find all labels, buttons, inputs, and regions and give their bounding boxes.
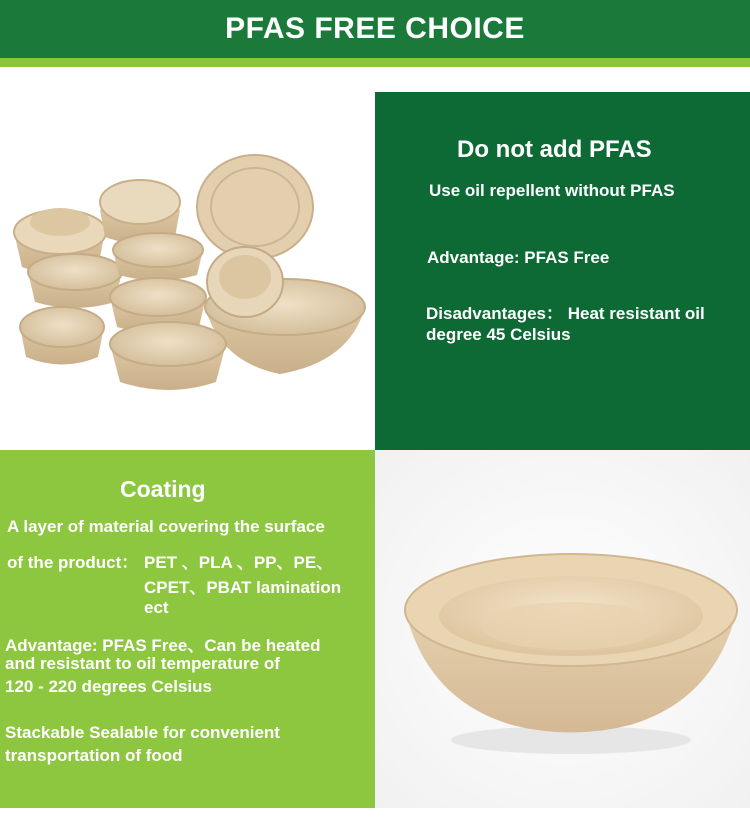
coating-materials-text: PET 、PLA 、PP、PE、 [144,553,334,572]
coating-advantage-line1: Advantage: PFAS Free、Can be heated [5,636,321,655]
pfas-disadvantage-line2: degree 45 Celsius [426,325,571,344]
coating-advantage-line2: and resistant to oil temperature of [5,654,280,673]
coating-line1: A layer of material covering the surface [7,517,325,536]
header-accent-stripe [0,58,750,67]
pfas-free-panel [375,92,750,450]
pfas-disadvantage-line1: Disadvantages： Heat resistant oil [426,304,705,323]
coating-stackable-line2: transportation of food [5,746,183,765]
coating-advantage-line3: 120 - 220 degrees Celsius [5,677,212,696]
page-header [0,0,750,58]
coating-line4: ect [144,598,169,617]
pfas-panel-subtitle: Use oil repellent without PFAS [429,181,675,200]
coating-panel [0,450,375,808]
pfas-panel-title: Do not add PFAS [457,136,652,163]
coating-stackable-line1: Stackable Sealable for convenient [5,723,280,742]
page-title: PFAS FREE CHOICE [225,12,525,45]
single-bowl-photo [375,450,750,808]
coating-line2-label: of the product： [7,553,139,572]
coating-panel-title: Coating [120,476,206,502]
bowls-group-photo [0,92,375,450]
pfas-advantage-text: Advantage: PFAS Free [427,248,610,267]
coating-line3: CPET、PBAT lamination [144,578,342,597]
